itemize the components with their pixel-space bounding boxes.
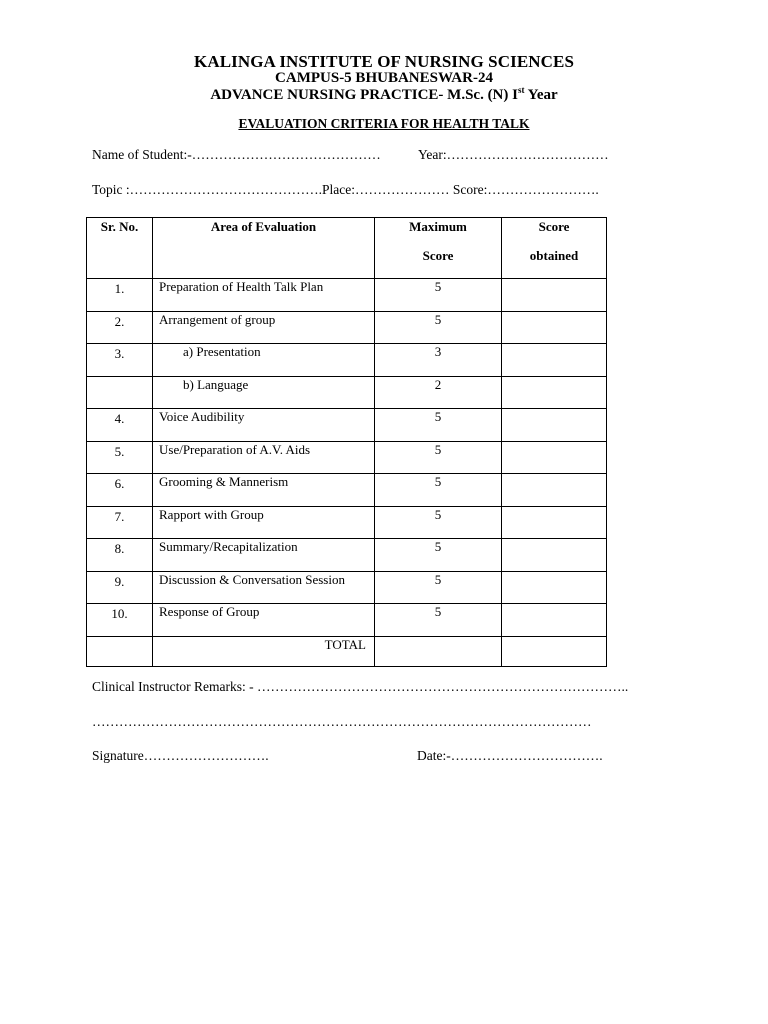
row-area: Arrangement of group <box>153 311 375 344</box>
course-suffix: Year <box>524 87 558 103</box>
row-area: Summary/Recapitalization <box>153 539 375 572</box>
table-row <box>87 409 607 442</box>
row-sr-no: 3. <box>87 344 153 377</box>
total-label: TOTAL <box>153 636 375 667</box>
row-sr-no: 2. <box>87 311 153 344</box>
table-row <box>87 539 607 572</box>
date-field: Date:-……………………………. <box>417 748 603 763</box>
course-superscript: st <box>517 85 525 95</box>
row-sr-no: 1. <box>87 279 153 312</box>
total-sr-cell <box>87 636 153 667</box>
table-row <box>87 311 607 344</box>
table-row <box>87 441 607 474</box>
row-score-obtained[interactable] <box>502 279 607 312</box>
course-subtitle <box>0 87 768 104</box>
header-score-obtained: Score obtained <box>502 218 607 279</box>
row-score-obtained[interactable] <box>502 474 607 507</box>
row-max-score: 5 <box>375 539 502 572</box>
row-max-score: 2 <box>375 376 502 409</box>
header-sr-no: Sr. No. <box>87 218 153 279</box>
evaluation-table <box>86 217 607 667</box>
row-max-score: 5 <box>375 441 502 474</box>
row-score-obtained[interactable] <box>502 571 607 604</box>
row-sr-no: 4. <box>87 409 153 442</box>
row-max-score: 5 <box>375 311 502 344</box>
row-sr-no <box>87 376 153 409</box>
row-area: Voice Audibility <box>153 409 375 442</box>
form-title: EVALUATION CRITERIA FOR HEALTH TALK <box>238 116 530 131</box>
row-sr-no: 8. <box>87 539 153 572</box>
campus-subtitle: CAMPUS-5 BHUBANESWAR-24 <box>275 70 493 86</box>
table-row <box>87 604 607 637</box>
row-area: Grooming & Mannerism <box>153 474 375 507</box>
row-score-obtained[interactable] <box>502 539 607 572</box>
total-row <box>87 636 607 667</box>
table-row <box>87 506 607 539</box>
student-name-field: Name of Student:-…………………………………… <box>92 147 381 162</box>
row-area: a) Presentation <box>153 344 375 377</box>
header-area: Area of Evaluation <box>153 218 375 279</box>
row-sr-no: 5. <box>87 441 153 474</box>
table-row <box>87 344 607 377</box>
instructor-remarks: Clinical Instructor Remarks: - ……………………………………………………………………….. <box>92 679 629 694</box>
institute-title: KALINGA INSTITUTE OF NURSING SCIENCES <box>194 52 574 71</box>
remarks-continuation-line: ………………………………………………………………………………………………… <box>92 714 592 729</box>
header-max-score: Maximum Score <box>375 218 502 279</box>
signature-field: Signature………………………. <box>92 748 269 763</box>
row-area: Response of Group <box>153 604 375 637</box>
row-max-score: 5 <box>375 604 502 637</box>
row-score-obtained[interactable] <box>502 441 607 474</box>
row-sr-no: 9. <box>87 571 153 604</box>
row-max-score: 5 <box>375 571 502 604</box>
year-field: Year:……………………………… <box>418 147 609 162</box>
row-max-score: 5 <box>375 409 502 442</box>
row-score-obtained[interactable] <box>502 344 607 377</box>
topic-place-score-field: Topic :…………………………………….Place:………………… Score:……………………. <box>92 182 599 197</box>
row-score-obtained[interactable] <box>502 506 607 539</box>
row-area: Rapport with Group <box>153 506 375 539</box>
row-score-obtained[interactable] <box>502 604 607 637</box>
row-max-score: 5 <box>375 506 502 539</box>
row-sr-no: 7. <box>87 506 153 539</box>
row-sr-no: 6. <box>87 474 153 507</box>
total-max-cell <box>375 636 502 667</box>
row-max-score: 3 <box>375 344 502 377</box>
row-max-score: 5 <box>375 474 502 507</box>
total-obtained-cell[interactable] <box>502 636 607 667</box>
table-row <box>87 279 607 312</box>
row-score-obtained[interactable] <box>502 376 607 409</box>
row-score-obtained[interactable] <box>502 409 607 442</box>
row-area: Use/Preparation of A.V. Aids <box>153 441 375 474</box>
row-max-score: 5 <box>375 279 502 312</box>
table-header-row <box>87 218 607 279</box>
row-area: Preparation of Health Talk Plan <box>153 279 375 312</box>
course-prefix: ADVANCE NURSING PRACTICE- M.Sc. (N) I <box>210 87 518 103</box>
row-score-obtained[interactable] <box>502 311 607 344</box>
row-area: b) Language <box>153 376 375 409</box>
row-sr-no: 10. <box>87 604 153 637</box>
row-area: Discussion & Conversation Session <box>153 571 375 604</box>
table-row <box>87 474 607 507</box>
table-row <box>87 376 607 409</box>
table-row <box>87 571 607 604</box>
